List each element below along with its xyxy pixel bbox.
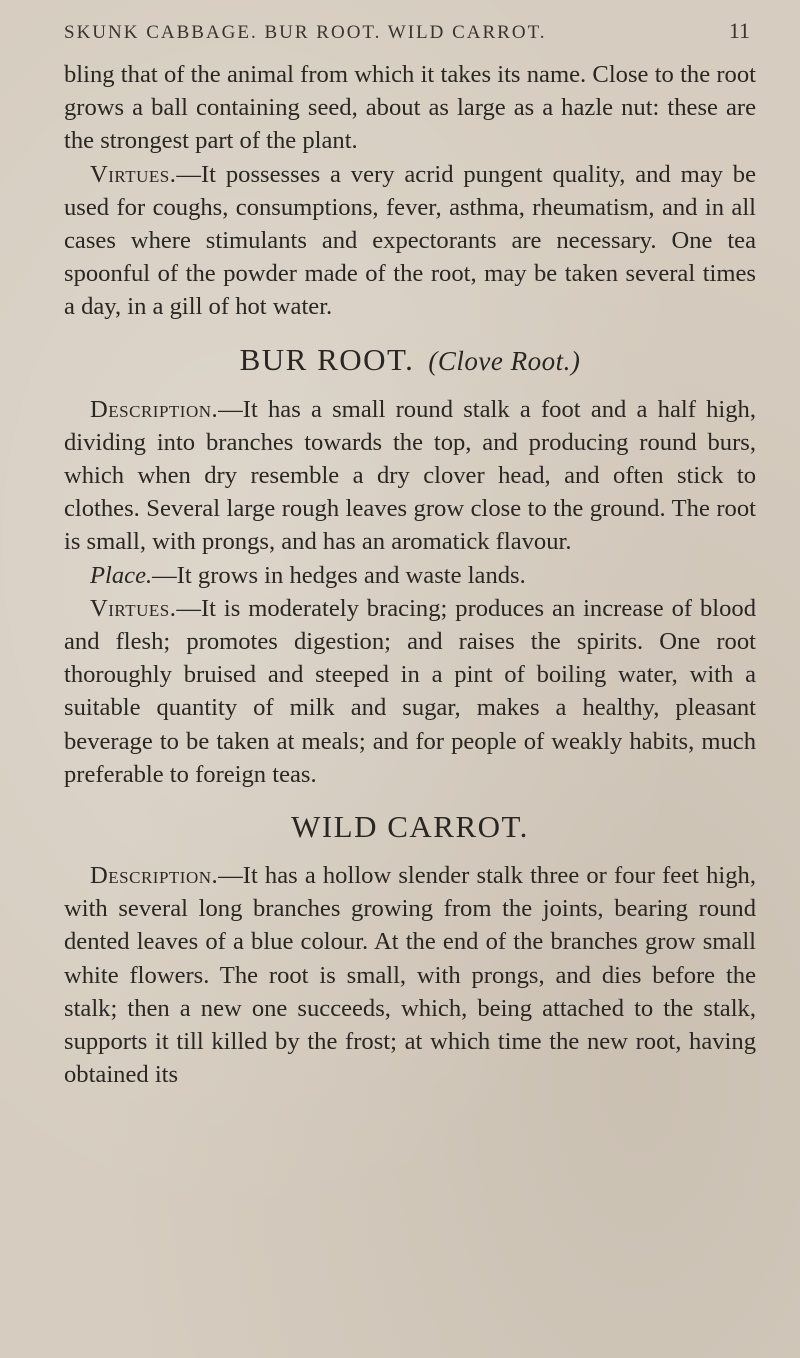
bur-root-place-paragraph [64, 559, 756, 592]
running-head [64, 18, 756, 58]
place-text: —It grows in hedges and waste lands. [152, 561, 526, 589]
wild-carrot-description-paragraph [64, 859, 756, 1091]
description-label: Description. [90, 395, 219, 423]
page-body [64, 58, 756, 1091]
bur-root-description-paragraph [64, 393, 756, 559]
continuation-paragraph [64, 58, 756, 158]
virtues-label: Virtues. [90, 160, 177, 188]
section-heading-wild-carrot [64, 807, 756, 847]
wild-carrot-title: WILD CARROT. [291, 809, 529, 845]
continuation-text: bling that of the animal from which it takes its name. Close to the root grows a ball containing seed, about as large as a hazle nut: these are the strongest part of the plant. [64, 61, 756, 155]
description-text: —It has a hollow slender stalk three or four feet high, with several long branches growing from the joints, bearing round dented leaves of a blue colour. At the end of the branches grow small white flowers. The root is small, with prongs, and dies before the stalk; then a new one succeeds, which, being attached to the stalk, supports it till killed by the frost; at which time the new root, having obtained its [64, 862, 756, 1089]
description-text: —It has a small round stalk a foot and a half high, dividing into branches towards the top, and producing round burs, which when dry resemble a dry clover head, and often stick to clothes. Several large rough leaves grow close to the ground. The root is small, with prongs, and has an aromatick flavour. [64, 395, 756, 556]
virtues-label: Virtues. [90, 594, 177, 622]
section-heading-bur-root [64, 340, 756, 381]
bur-root-title: BUR ROOT. [239, 341, 415, 377]
description-label: Description. [90, 862, 219, 890]
running-head-title: SKUNK CABBAGE. BUR ROOT. WILD CARROT. [64, 22, 547, 43]
bur-root-virtues-paragraph [64, 592, 756, 791]
bur-root-alt-name: (Clove Root.) [428, 345, 581, 376]
page-number: 11 [728, 18, 750, 43]
virtues-text: —It possesses a very acrid pungent quality, and may be used for coughs, consumptions, fever, asthma, rheumatism, and in all cases where stimulants and expectorants are necessary. One tea spoonful of the powder made of the root, may be taken several times a day, in a gill of hot water. [64, 160, 756, 321]
place-label: Place. [90, 561, 153, 589]
virtues-text: —It is moderately bracing; produces an increase of blood and flesh; promotes digestion; and raises the spirits. One root thoroughly bruised and steeped in a pint of boiling water, with a suitable quantity of milk and sugar, makes a healthy, pleasant beverage to be taken at meals; and for people of weakly habits, much preferable to foreign teas. [64, 594, 756, 788]
skunk-cabbage-virtues-paragraph [64, 158, 756, 324]
